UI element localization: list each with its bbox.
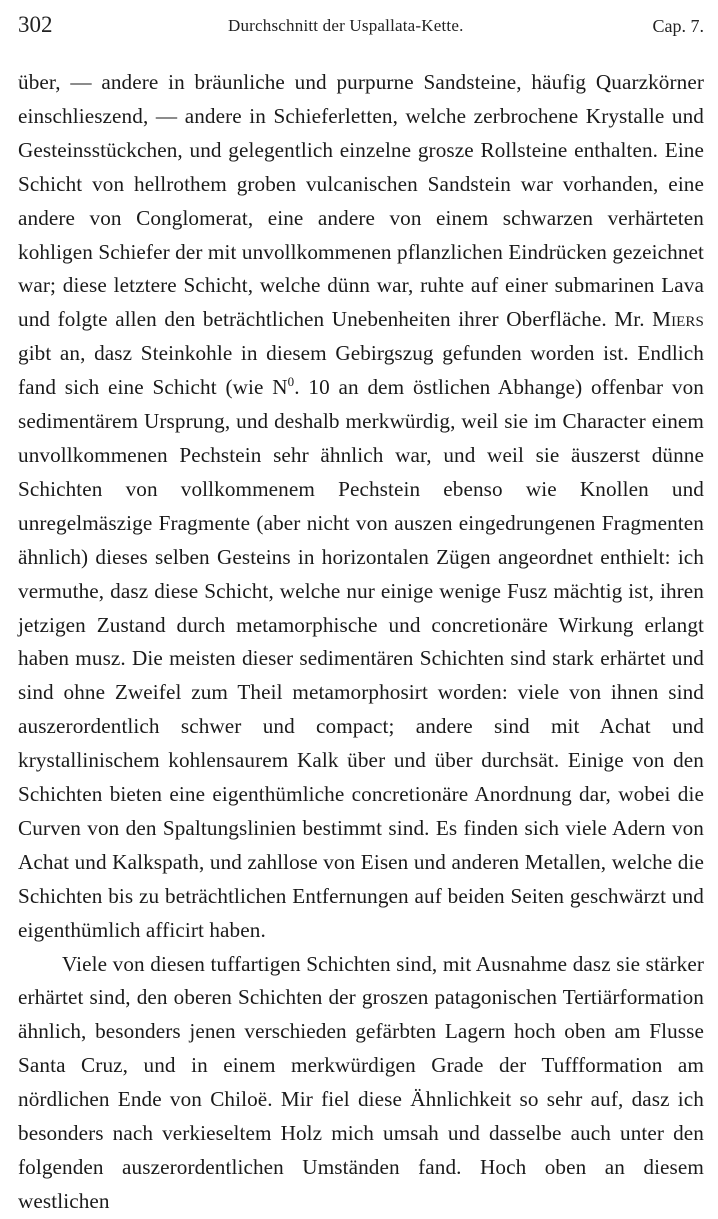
paragraph	[18, 948, 704, 1219]
chapter-label: Cap. 7.	[652, 16, 704, 36]
running-title: Durchschnitt der Uspallata-Kette.	[228, 16, 464, 35]
text-run: Viele von diesen tuffartigen Schichten sind, mit Ausnahme dasz sie stärker erhärtet sind, den oberen Schichten der groszen patagonischen Tertiärformation ähnlich, besonders jenen verschieden gefärbten Lagern hoch oben am Flusse Santa Cruz, und in einem merkwürdigen Grade der Tuffformation am nördlichen Ende von Chiloë. Mir fiel diese Ähnlichkeit so sehr auf, dasz ich besonders nach verkieseltem Holz mich umsah und dasselbe auch unter den folgenden auszerordentlichen Umständen fand. Hoch oben an diesem westlichen	[18, 951, 704, 1213]
author-name-miers: Miers	[652, 307, 704, 332]
text-run: . 10 an dem östlichen Abhange) offenbar von sedimentärem Ursprung, und deshalb merkwürdig, weil sie im Character einem unvollkommenen Pechstein sehr ähnlich war, und weil sie äuszerst dünne Schichten von vollkommenem Pechstein ebenso wie Knollen und unregelmäszige Fragmente (aber nicht von auszen eingedrungenen Fragmenten ähnlich) dieses selben Gesteins in horizontalen Zügen angeordnet enthielt: ich vermuthe, dasz diese Schicht, welche nur einige wenige Fusz mächtig ist, ihren jetzigen Zustand durch metamorphische und concretionäre Wirkung erlangt haben musz. Die meisten dieser sedimentären Schichten sind stark erhärtet und sind ohne Zweifel zum Theil metamorphosirt worden: viele von ihnen sind auszerordentlich schwer und compact; andere sind mit Achat und krystallinischem kohlensaurem Kalk über und über durchsät. Einige von den Schichten bieten eine eigenthümliche concretionäre Anordnung dar, wobei die Curven von den Spaltungslinien bestimmt sind. Es finden sich viele Adern von Achat und Kalkspath, und zahllose von Eisen und anderen Metallen, welche die Schichten bis zu beträchtlichen Entfernungen auf beiden Seiten geschwärzt und eigenthümlich afficirt haben.	[18, 375, 705, 942]
page-number: 302	[18, 12, 53, 37]
text-run: über, — andere in bräunliche und purpurne Sandsteine, häufig Quarzkörner einschlieszend, — andere in Schieferletten, welche zerbrochene Krystalle und Gesteinsstückchen, und gelegentlich einzelne grosze Rollsteine enthalten. Eine Schicht von hellrothem groben vulcanischen Sandstein war vorhanden, eine andere von Conglomerat, eine andere von einem schwarzen verhärteten kohligen Schiefer der mit unvollkommenen pflanzlichen Eindrücken gezeichnet war; diese letztere Schicht, welche dünn war, ruhte auf einer submarinen Lava und folgte allen den beträchtlichen Unebenheiten ihrer Oberfläche. Mr.	[18, 70, 704, 332]
running-header	[18, 12, 704, 46]
body-text	[18, 66, 704, 1219]
text-run: gibt an, dasz Steinkohle in diesem Gebirgszug gefunden worden ist. Endlich fand sich eine Schicht (wie N	[18, 341, 704, 400]
superscript: 0	[287, 374, 295, 390]
paragraph	[18, 66, 704, 948]
